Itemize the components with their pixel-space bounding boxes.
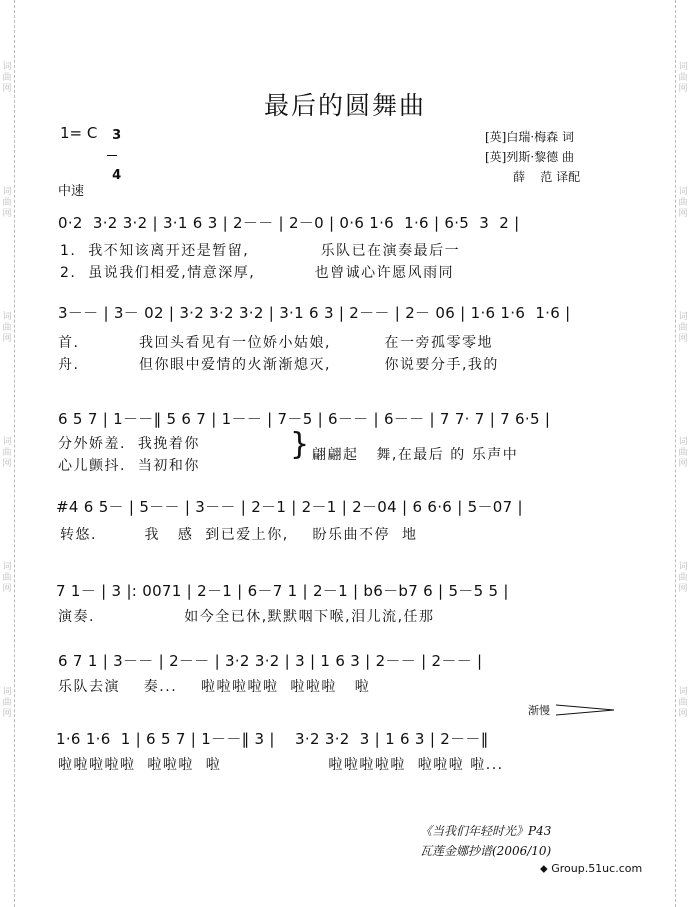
site-logo-text: Group.51uc.com [551, 862, 643, 875]
watermark-text: 词 曲 网 [678, 562, 688, 594]
score-row-4: #4 6 5－ | 5－－ | 3－－ | 2－1 | 2－1 | 2－04 | 6 6·6 | 5－07 | [56, 498, 523, 516]
score-row-5: 7 1－ | 3 |: 0071 | 2－1 | 6－7 1 | 2－1 | b6－b7 6 | 5－5 5 | [56, 582, 509, 600]
lyrics-row-7: 啦啦啦啦啦 啦啦啦 啦 啦啦啦啦啦 啦啦啦 啦... [58, 757, 504, 773]
lyrics-row-2-verse-2: 舟. 但你眼中爱情的火渐渐熄灭, 你说要分手,我的 [58, 357, 499, 373]
watermark-text: 词 曲 网 [2, 562, 12, 594]
watermark-text: 词 曲 网 [2, 187, 12, 219]
lyrics-row-6: 乐队去演 奏... 啦啦啦啦啦 啦啦啦 啦 [58, 679, 371, 695]
lyrics-row-1-verse-1: 1. 我不知该离开还是暂留, 乐队已在演奏最后一 [60, 243, 461, 259]
lyrics-row-3-verse-2: 心儿颤抖. 当初和你 [58, 458, 200, 474]
watermark-text: 词 曲 网 [678, 687, 688, 719]
lyricist-credit: [英]白瑞·梅森 词 [485, 130, 574, 144]
key-signature: 1= C [60, 124, 98, 142]
translator-credit: 薛 范 译配 [513, 170, 581, 184]
score-row-7: 1·6 1·6 1 | 6 5 7 | 1－－‖ 3 | 3·2 3·2 3 | 1 6 3 | 2－－‖ [56, 730, 489, 748]
watermark-text: 词 曲 网 [678, 187, 688, 219]
watermark-text: 词 曲 网 [2, 687, 12, 719]
watermark-text: 词 曲 网 [2, 62, 12, 94]
transcriber-note: 瓦莲金娜抄谱(2006/10) [420, 844, 552, 858]
meter-bar [107, 155, 117, 156]
source-book: 《当我们年轻时光》P43 [420, 824, 552, 838]
watermark-text: 词 曲 网 [678, 62, 688, 94]
lyrics-row-2-verse-1: 首. 我回头看见有一位娇小姑娘, 在一旁孤零零地 [58, 335, 493, 351]
time-signature [103, 116, 121, 182]
meter-bottom: 4 [112, 168, 122, 183]
site-logo [540, 862, 642, 876]
meter-top: 3 [112, 128, 122, 143]
lyrics-row-3-chorus: 翩翩起 舞,在最后 的 乐声中 [312, 447, 519, 463]
lyrics-row-1-verse-2: 2. 虽说我们相爱,情意深厚, 也曾诚心许愿风雨同 [60, 265, 455, 281]
watermark-text: 词 曲 网 [2, 312, 12, 344]
score-row-3: 6 5 7 | 1－－‖ 5 6 7 | 1－－ | 7－5 | 6－－ | 6－－ | 7 7· 7 | 7 6·5 | [58, 410, 551, 428]
score-row-6: 6 7 1 | 3－－ | 2－－ | 3·2 3·2 | 3 | 1 6 3 | 2－－ | 2－－ | [58, 652, 483, 670]
score-row-2: 3－－ | 3－ 02 | 3·2 3·2 3·2 | 3·1 6 3 | 2－－ | 2－ 06 | 1·6 1·6 1·6 | [58, 304, 571, 322]
lyrics-row-5: 演奏. 如今全已休,默默咽下喉,泪儿流,任那 [58, 609, 435, 625]
score-row-1: 0·2 3·2 3·2 | 3·1 6 3 | 2－－ | 2－0 | 0·6 1·6 1·6 | 6·5 3 2 | [58, 214, 520, 232]
fade-marking: 渐慢 [528, 704, 550, 717]
site-logo-icon: ⬥ [540, 862, 548, 875]
lyrics-row-3-verse-1: 分外娇羞. 我挽着你 [58, 436, 200, 452]
watermark-text: 词 曲 网 [678, 312, 688, 344]
composer-credit: [英]列斯·黎德 曲 [485, 150, 574, 164]
decrescendo-hairpin [556, 704, 616, 716]
verse-brace: } [290, 427, 310, 462]
tempo-marking: 中速 [58, 184, 85, 199]
watermark-text: 词 曲 网 [2, 437, 12, 469]
watermark-text: 词 曲 网 [678, 437, 688, 469]
lyrics-row-4: 转悠. 我 感 到已爱上你, 盼乐曲不停 地 [60, 527, 418, 543]
song-title: 最后的圆舞曲 [263, 91, 426, 120]
